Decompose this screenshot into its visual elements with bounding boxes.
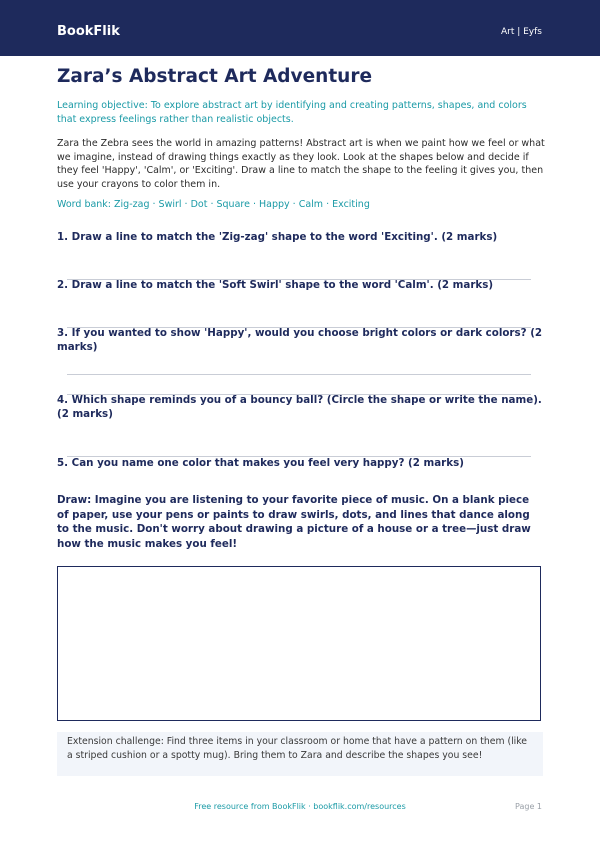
drawing-box[interactable]	[57, 566, 541, 721]
draw-prompt: Draw: Imagine you are listening to your favorite piece of music. On a blank piece of paper, use your pens or paints to draw swirls, dots, and lines that dance along to the music. Don't worry about drawing a picture of a house or a tree—just draw how the music makes you feel!	[57, 494, 531, 550]
page-header	[0, 0, 600, 56]
worksheet-title: Zara’s Abstract Art Adventure	[57, 66, 373, 87]
footer-credit[interactable]: Free resource from BookFlik · bookflik.com/resources	[194, 802, 406, 811]
question-1: 1. Draw a line to match the 'Zig-zag' shape to the word 'Exciting'. (2 marks)	[57, 231, 498, 243]
question-3: 3. If you wanted to show 'Happy', would you choose bright colors or dark colors? (2 marks)	[57, 327, 543, 353]
word-bank: Word bank: Zig-zag · Swirl · Dot · Square · Happy · Calm · Exciting	[57, 199, 370, 210]
page-number: Page 1	[515, 802, 542, 811]
brand-logo[interactable]: BookFlik	[57, 24, 120, 39]
question-5: 5. Can you name one color that makes you feel very happy? (2 marks)	[57, 457, 464, 469]
learning-objective: Learning objective: To explore abstract art by identifying and creating patterns, shapes, and colors that express feelings rather than realistic objects.	[57, 100, 527, 125]
extension-challenge	[57, 732, 543, 776]
subject-label: Art | Eyfs	[500, 27, 542, 37]
extension-text: Extension challenge: Find three items in your classroom or home that have a pattern on them (like a striped cushion or a spotty mug). Bring them to Zara and describe the shapes you see!	[67, 736, 528, 761]
intro-paragraph: Zara the Zebra sees the world in amazing patterns! Abstract art is when we paint how we feel or what we imagine, instead of drawing things exactly as they look. Look at the shapes below and decide if they feel 'Happy', 'Calm', or 'Exciting'. Draw a line to match the shape to the feeling it gives you, then use your crayons to color them in.	[57, 138, 545, 190]
question-2: 2. Draw a line to match the 'Soft Swirl' shape to the word 'Calm'. (2 marks)	[57, 279, 494, 291]
answer-line-3a[interactable]	[67, 374, 531, 375]
question-4: 4. Which shape reminds you of a bouncy ball? (Circle the shape or write the name). (2 marks)	[57, 394, 542, 420]
